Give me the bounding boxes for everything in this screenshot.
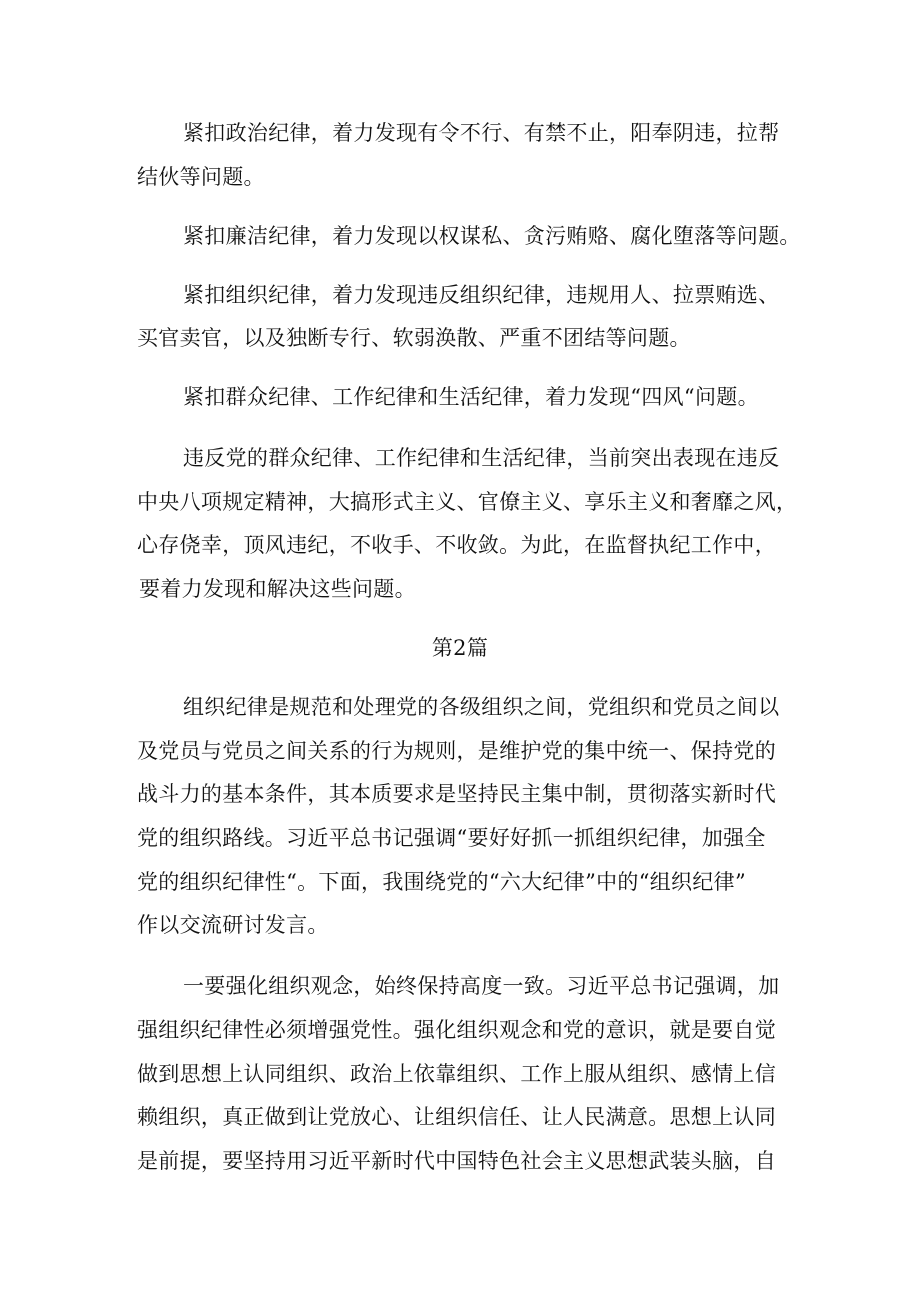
- section-paragraph-2-line-2: 强组织纪律性必须增强党性。强化组织观念和党的意识，就是要自觉: [137, 1018, 776, 1042]
- paragraph-4-line-1: 紧扣群众纪律、工作纪律和生活纪律，着力发现“四风“问题。: [183, 385, 759, 409]
- paragraph-1-line-2: 结伙等问题。: [137, 165, 265, 189]
- section-paragraph-1-line-4: 党的组织路线。习近平总书记强调“要好好抓一抓组织纪律，加强全: [137, 826, 766, 850]
- section-paragraph-1-line-6: 作以交流研讨发言。: [137, 913, 329, 937]
- paragraph-3-line-2: 买官卖官，以及独断专行、软弱涣散、严重不团结等问题。: [137, 326, 691, 350]
- paragraph-1-line-1: 紧扣政治纪律，着力发现有令不行、有禁不止，阳奉阴违，拉帮: [183, 121, 780, 145]
- section-paragraph-2-line-5: 是前提，要坚持用习近平新时代中国特色社会主义思想武装头脑，自: [137, 1149, 776, 1173]
- section-paragraph-2-line-3: 做到思想上认同组织、政治上依靠组织、工作上服从组织、感情上信: [137, 1062, 776, 1086]
- paragraph-5-line-2: 中央八项规定精神，大搞形式主义、官僚主义、享乐主义和奢靡之风，: [137, 490, 798, 514]
- section-paragraph-2-line-4: 赖组织，真正做到让党放心、让组织信任、让人民满意。思想上认同: [137, 1105, 776, 1129]
- paragraph-2-line-1: 紧扣廉洁纪律，着力发现以权谋私、贪污贿赂、腐化堕落等问题。: [183, 224, 801, 248]
- paragraph-5-line-3: 心存侥幸，顶风违纪，不收手、不收敛。为此，在监督执纪工作中，: [137, 533, 776, 557]
- section-heading: 第2篇: [431, 636, 489, 660]
- section-paragraph-1-line-2: 及党员与党员之间关系的行为规则，是维护党的集中统一、保持党的: [137, 739, 776, 763]
- paragraph-3-line-1: 紧扣组织纪律，着力发现违反组织纪律，违规用人、拉票贿选、: [183, 283, 780, 307]
- section-paragraph-1-line-1: 组织纪律是规范和处理党的各级组织之间，党组织和党员之间以: [183, 695, 780, 719]
- paragraph-5-line-4: 要着力发现和解决这些问题。: [139, 577, 416, 601]
- paragraph-5-line-1: 违反党的群众纪律、工作纪律和生活纪律，当前突出表现在违反: [183, 446, 780, 470]
- section-paragraph-1-line-3: 战斗力的基本条件，其本质要求是坚持民主集中制，贯彻落实新时代: [137, 782, 776, 806]
- section-paragraph-1-line-5: 党的组织纪律性“。下面，我围绕党的“六大纪律”中的“组织纪律”: [137, 870, 746, 894]
- section-paragraph-2-line-1: 一要强化组织观念，始终保持高度一致。习近平总书记强调，加: [183, 974, 780, 998]
